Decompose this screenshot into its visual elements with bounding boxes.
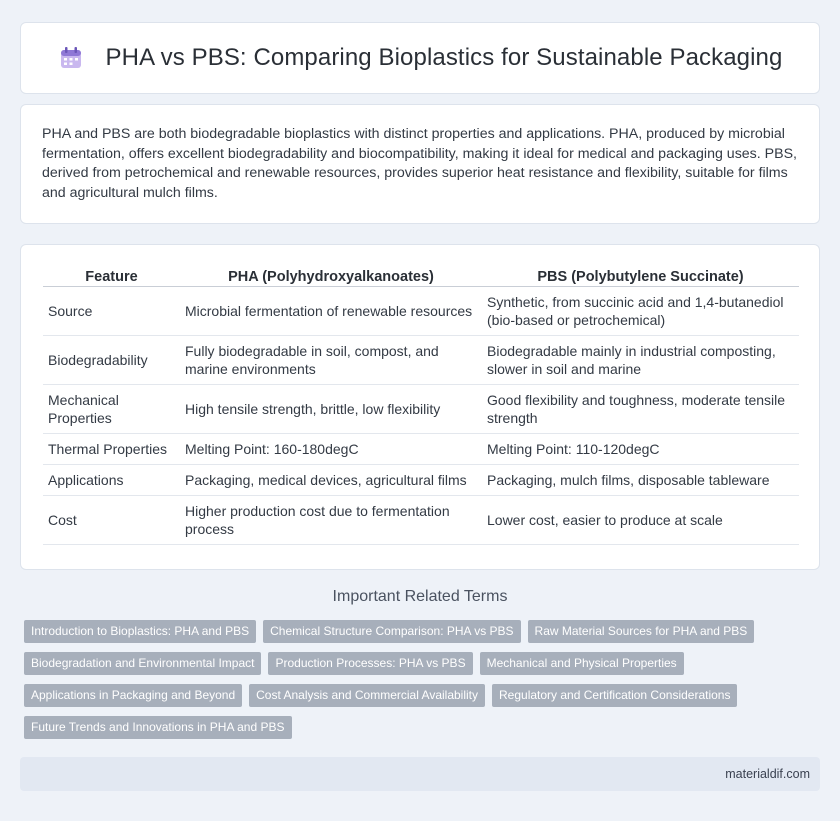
cell-pha: Fully biodegradable in soil, compost, and marine environments [180,336,482,385]
footer-site-link[interactable]: materialdif.com [725,767,810,781]
cell-feature: Cost [43,496,180,545]
table-row [43,496,799,545]
related-term-link[interactable]: Cost Analysis and Commercial Availability [249,684,485,707]
cell-pha: High tensile strength, brittle, low flexibility [180,385,482,434]
cell-pha: Higher production cost due to fermentation process [180,496,482,545]
cell-pbs: Melting Point: 110-120degC [482,434,799,465]
related-term-link[interactable]: Regulatory and Certification Considerations [492,684,737,707]
related-term-link[interactable]: Future Trends and Innovations in PHA and PBS [24,716,292,739]
cell-feature: Biodegradability [43,336,180,385]
page-title: PHA vs PBS: Comparing Bioplastics for Sustainable Packaging [105,44,783,71]
related-term-link[interactable]: Biodegradation and Environmental Impact [24,652,261,675]
table-row [43,287,799,336]
related-term-link[interactable]: Chemical Structure Comparison: PHA vs PBS [263,620,520,643]
related-term-link[interactable]: Introduction to Bioplastics: PHA and PBS [24,620,256,643]
calendar-icon [58,45,84,71]
table-row [43,434,799,465]
cell-feature: Source [43,287,180,336]
cell-pha: Microbial fermentation of renewable resources [180,287,482,336]
table-row [43,336,799,385]
cell-pha: Melting Point: 160-180degC [180,434,482,465]
cell-feature: Thermal Properties [43,434,180,465]
cell-feature: Applications [43,465,180,496]
related-terms-title: Important Related Terms [332,588,508,605]
related-terms-tags [20,620,780,739]
cell-pbs: Synthetic, from succinic acid and 1,4-butanediol (bio-based or petrochemical) [482,287,799,336]
intro-card [20,104,820,224]
header-card [20,22,820,94]
comparison-card [20,244,820,570]
cell-pbs: Good flexibility and toughness, moderate tensile strength [482,385,799,434]
related-terms-section [20,588,820,739]
cell-pbs: Packaging, mulch films, disposable tableware [482,465,799,496]
related-term-link[interactable]: Applications in Packaging and Beyond [24,684,242,707]
cell-pbs: Biodegradable mainly in industrial composting, slower in soil and marine [482,336,799,385]
related-term-link[interactable]: Production Processes: PHA vs PBS [268,652,472,675]
table-row [43,385,799,434]
table-header-row [43,265,799,287]
related-term-link[interactable]: Mechanical and Physical Properties [480,652,684,675]
intro-paragraph: PHA and PBS are both biodegradable bioplastics with distinct properties and applications. PHA, produced by microbial fermentation, offers excellent biodegradability and biocompatibility, making it ideal for medical and packaging uses. PBS, derived from petrochemical and renewable resources, provides superior heat resistance and flexibility, suitable for films and agricultural mulch films. [42,126,797,201]
cell-pbs: Lower cost, easier to produce at scale [482,496,799,545]
cell-feature: Mechanical Properties [43,385,180,434]
related-term-link[interactable]: Raw Material Sources for PHA and PBS [528,620,755,643]
footer [20,757,820,791]
table-row [43,465,799,496]
header-feature: Feature [43,265,180,287]
header-pbs: PBS (Polybutylene Succinate) [482,265,799,287]
cell-pha: Packaging, medical devices, agricultural films [180,465,482,496]
comparison-table [43,265,799,545]
header-pha: PHA (Polyhydroxyalkanoates) [180,265,482,287]
